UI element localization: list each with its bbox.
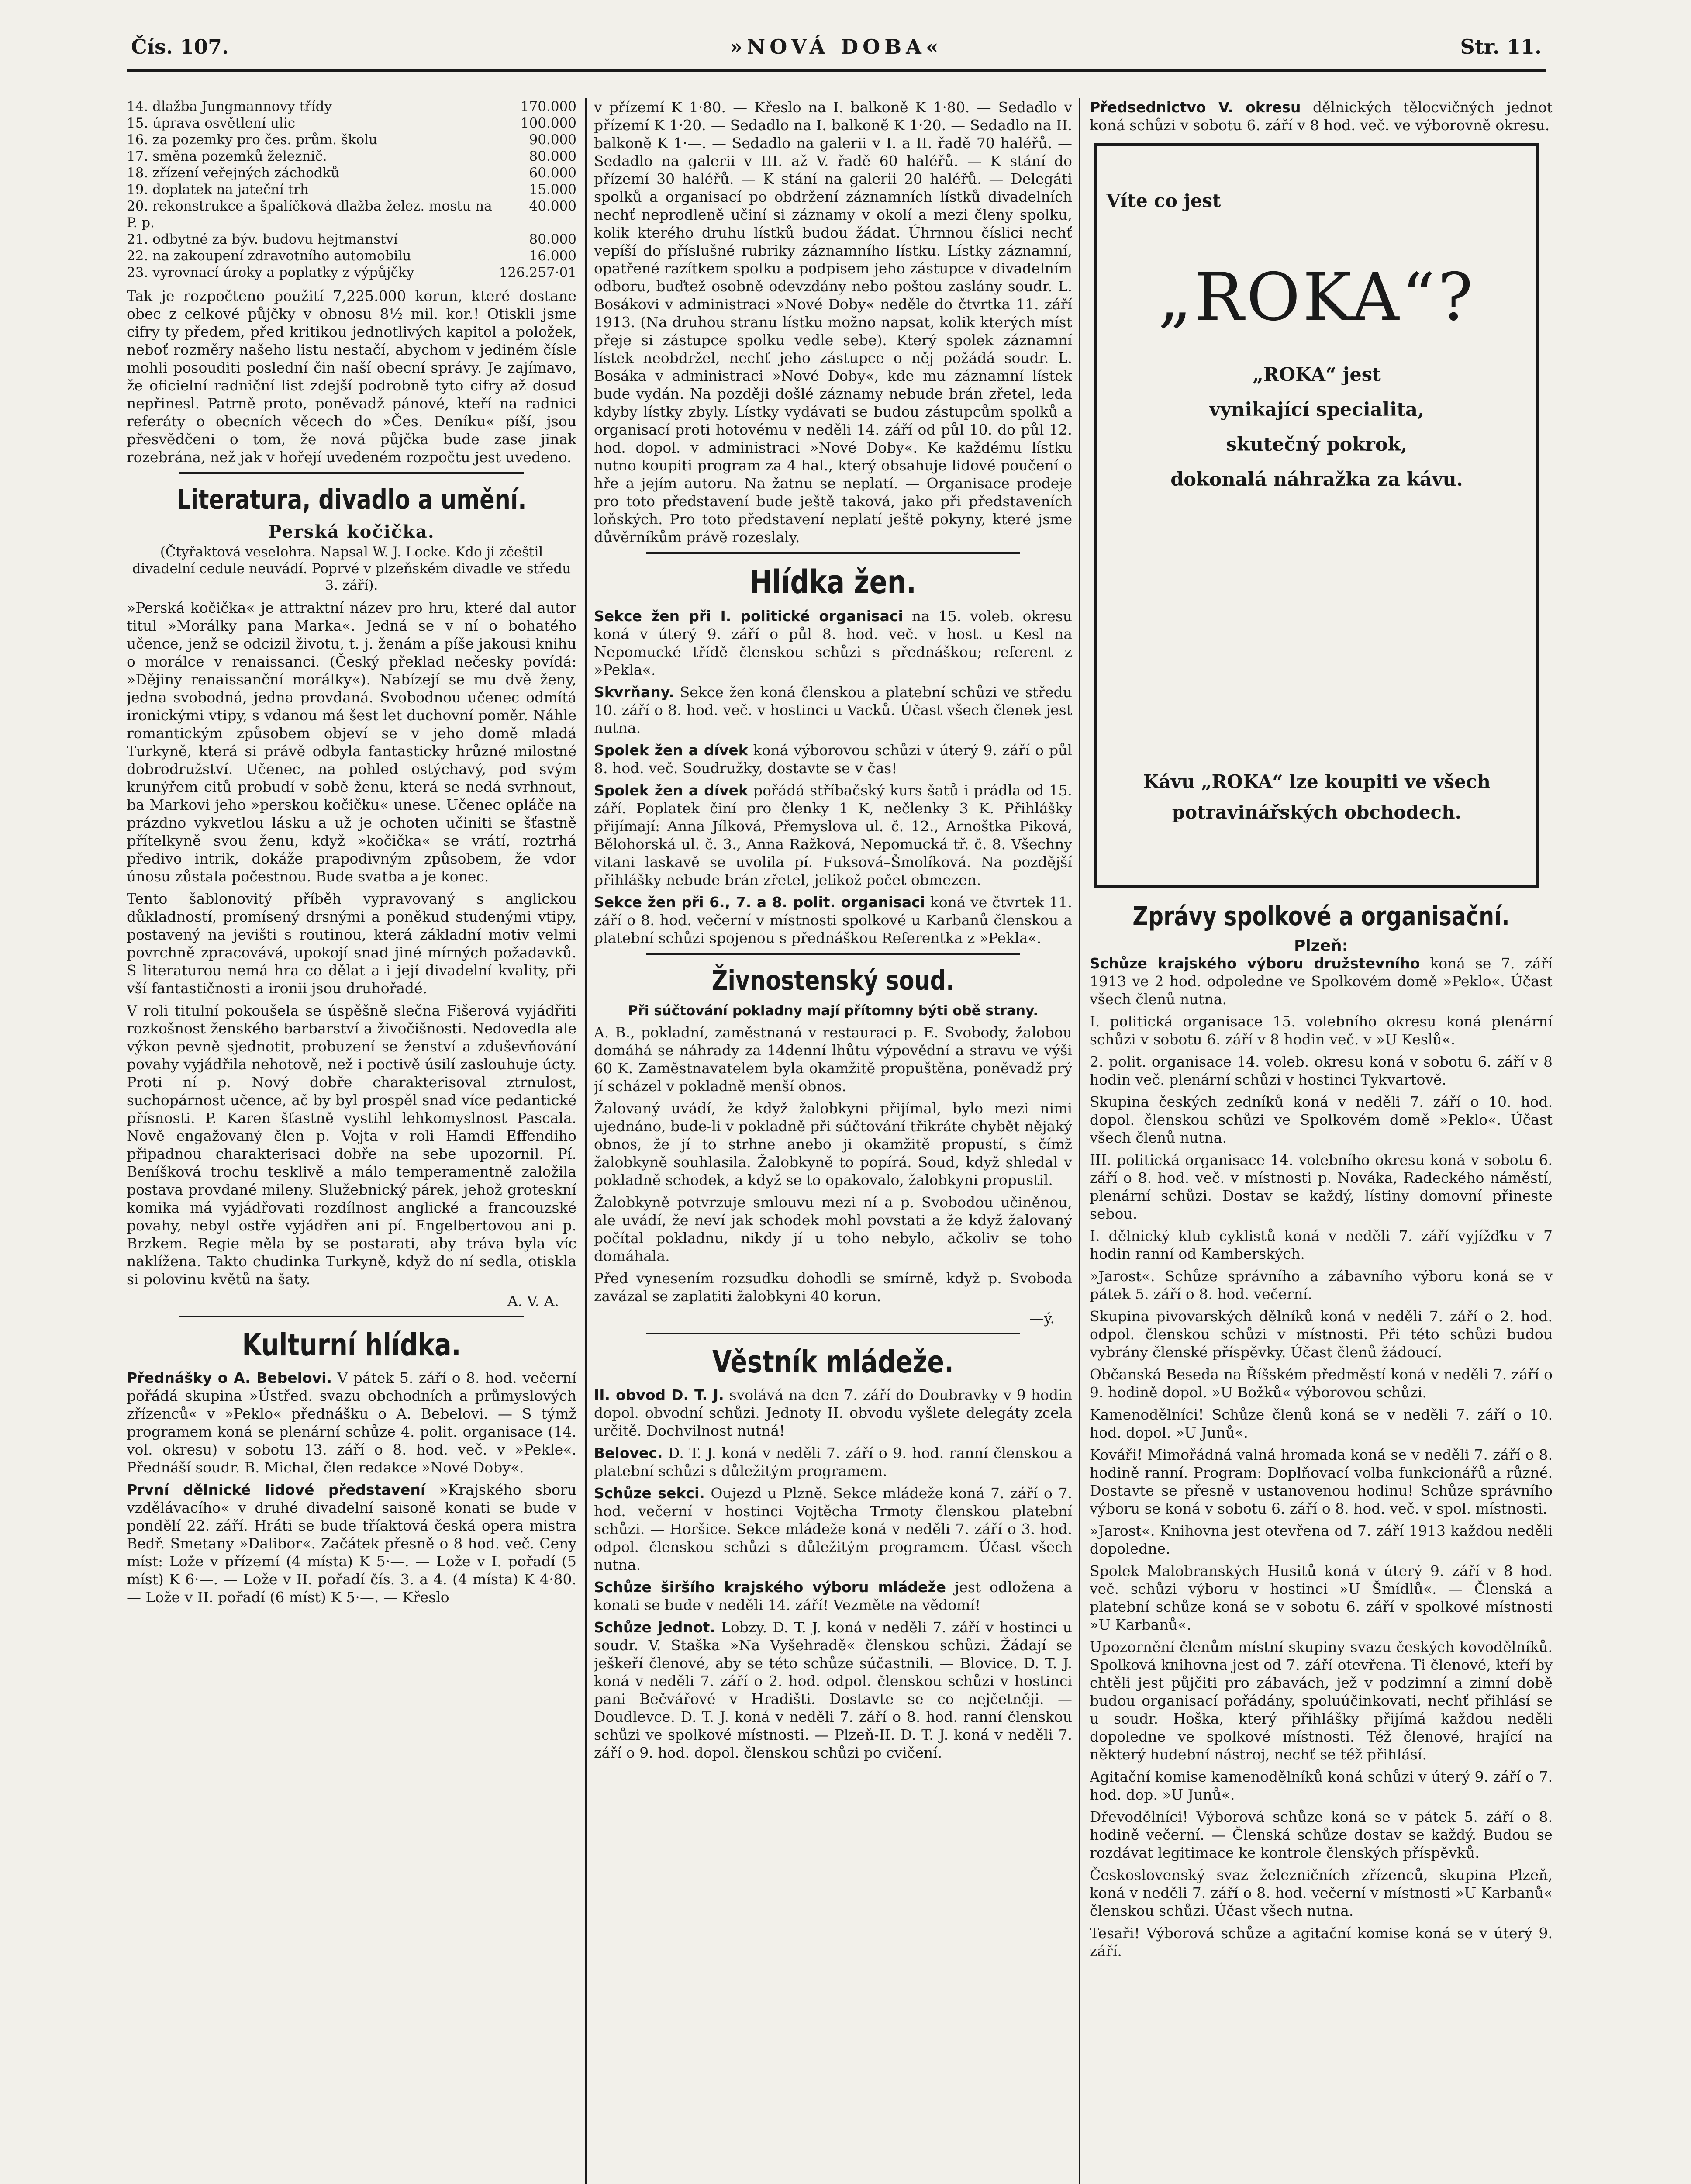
budget-item: 16. za pozemky pro čes. prům. školu xyxy=(127,132,378,148)
budget-row xyxy=(127,248,576,264)
play-review-p1: »Perská kočička« je attraktní název pro hru, které dal autor titul »Morálky pana Marka«. Jedná se v ní o bohatého učence, jenž se odcizil životu, t. j. ženám a píše jakousi knihu o morálce v renaissanci. (Český překlad nečesky povídá: »Dějiny renaissanční morálky«). Nabízejí se mu dvě ženy, jedna svobodná, jedna provdaná. Svobodnou učenec odmítá ironickými vtipy, s vdanou má šest let duchovní poměr. Náhle romantickým způsobem objeví se v jeho domě mladá Turkyně, která si právě odbyla fantasticky hrůzné milostné dobrodružství. Učenec, na pohled ostýchavý, pod svým krunýřem citů probudí v sobě ženu, která se nedá svrhnout, ba Markovi jeho »perskou kočičku« unese. Učenec opláče na prázdno vykvetlou lásku a už je ochoten učiniti se šťastně přítelkyně svou ženu, když »kočička« se vrátí, roztrhá předivo intrik, dokáže prapodivným způsobem, že vdor únosu zůstala počestnou. Bude svatba a je konec. xyxy=(127,599,576,885)
notice-text: koná ve čtvrtek 11. září o 8. hod. večerní v místnosti spolkové u Karbanů členskou a platební schůzi spojenou s přednáškou Referentka z »Pekla«. xyxy=(594,894,1072,947)
budget-row xyxy=(127,231,576,248)
column-2 xyxy=(594,98,1072,2184)
notice-lead: Spolek žen a dívek xyxy=(594,782,748,799)
roka-advertisement xyxy=(1094,143,1539,888)
notice-text: I. politická organisace 15. volebního okresu koná plenární schůzi v sobotu 6. září v 8 hodin več. v »U Keslů«. xyxy=(1090,1013,1553,1048)
budget-commentary: Tak je rozpočteno použití 7,225.000 korun, které dostane obec z celkové půjčky v obnosu 8½ mil. kor.! Otiskli jsme cifry ty předem, před kritikou jednotlivých kapitol a položek, neboť rozměry našeho listu nestačí, abychom v jediném čísle mohli posouditi poslední čin naší obecní správy. Je zajímavo, že oficielní radniční list zdejší podrobně tyto cifry až dosud nepřinesl. Patrně proto, poněvadž pánové, kteří na radnici referáty o obecních věcech do »Čes. Deníku« píší, jsou přesvědčeni o tom, že nová půjčka bude zase jinak rozebrána, než jak v hořejí uvedeném rozpočtu jest uvedeno. xyxy=(127,287,576,466)
column-1 xyxy=(127,98,576,2184)
notice-text: Tesaři! Výborová schůze a agitační komise koná se v úterý 9. září. xyxy=(1090,1925,1553,1959)
page-number: Str. 11. xyxy=(1460,35,1542,59)
notice-text: Kamenodělníci! Schůze členů koná se v neděli 7. září o 10. hod. dopol. »U Junů«. xyxy=(1090,1406,1553,1441)
notice-item xyxy=(1090,1307,1553,1361)
theatre-continued: v přízemí K 1·80. — Křeslo na I. balkoně K 1·80. — Sedadlo v přízemí K 1·20. — Sedadlo na I. balkoně K 1·20. — Sedadlo na II. balkoně K 1·—. — Sedadlo na galerii v I. a II. řadě 70 haléřů. — Sedadlo na galerii v III. až V. řadě 60 haléřů. — K stání do přízemí 30 haléřů. — K stání na galerii 20 haléřů. — Delegáti spolků a organisací po obdržení záznamních lístků divadelních nechť neprodleně učiní si záznamy v okolí a mezi členy spolku, kolik kterého druhu lístků budou žádat. Úhrnnou číslici nechť vepíší do příslušné rubriky záznamního lístku. Lístky záznamní, opatřené razítkem spolku a podpisem jeho zástupce v divadelním odboru, buďtež osobně odevzdány nebo poštou zaslány soudr. L. Bosákovi v administraci »Nové Doby« neděle do čtvrtka 11. září 1913. (Na druhou stranu lístku možno napsat, kolik kterých míst přeje si zástupce spolku vedle sebe). Který spolek záznamní lístek neobdržel, nechť jeho zástupce o něj požádá soudr. L. Bosáka v administraci »Nové Doby«, kde mu záznamní lístek bude vydán. Na později došlé záznamy nebude brán zřetel, leda kdyby lístky zbyly. Lístky vydávati se budou zástupcům spolků a organisací proti hotovému v neděli 14. září od půl 10. do půl 12. hod. dopol. v administraci »Nové Doby«. Ke každému lístku nutno koupiti program za 4 hal., který obsahuje lidové poučení o hře a jejím autoru. Na žatnu se neplatí. — Organisace prodeje pro toto představení bude ještě taková, jako při představeních loňských. Pro toto představení neplatí ještě pokyny, které jsme důvěrníkům právě rozeslaly. xyxy=(594,99,1072,546)
play-review-p2: Tento šablonovitý příběh vypravovaný s anglickou důkladností, promísený drsnými a poněkud studenými vtipy, postavený na jevišti s routinou, která základní motiv velmi povrchně zpracovává, upokojí snad jiné mírných požadavků. S literaturou nemá hra co dělat a i její divadelní kvality, při vší fantastičnosti a ironii jsou druhořadé. xyxy=(127,890,576,997)
ad-footer xyxy=(1097,767,1536,828)
budget-amount: 16.000 xyxy=(529,248,576,264)
section-separator xyxy=(646,1333,1020,1334)
notice-item xyxy=(1090,1808,1553,1862)
budget-amount: 15.000 xyxy=(529,182,576,197)
budget-table xyxy=(127,98,576,281)
lecture-text: V pátek 5. září o 8. hod. večerní pořádá skupina »Ústřed. svazu obchodních a průmyslových zřízenců« v »Peklo« přednášku o A. Bebelovi. — S týmž programem koná se plenární schůze 4. polit. organisace (14. vol. okresu) v sobotu 13. září o 8. hod. več. v »Pekle«. Přednáší soudr. B. Michal, člen redakce »Nové Doby«. xyxy=(127,1369,576,1476)
budget-amount: 60.000 xyxy=(529,165,576,181)
ad-brand: „ROKA“? xyxy=(1158,259,1476,335)
budget-row xyxy=(127,115,576,131)
youth-heading: Věstník mládeže. xyxy=(712,1344,954,1380)
theatre-lead: První dělnické lidové představení xyxy=(127,1481,426,1498)
notice-lead: Belovec. xyxy=(594,1444,663,1462)
ad-line: „ROKA“ jest xyxy=(1253,364,1381,386)
column-divider-1 xyxy=(585,98,587,2184)
notice-item xyxy=(594,781,1072,889)
lecture-notice xyxy=(127,1369,576,1476)
notice-item xyxy=(1090,1866,1553,1920)
notice-item xyxy=(594,1484,1072,1574)
budget-item: 22. na zakoupení zdravotního automobilu xyxy=(127,248,411,264)
budget-amount: 80.000 xyxy=(529,149,576,164)
notice-text: Dřevodělníci! Výborová schůze koná se v pátek 5. září o 8. hodině večerní. — Členská schůze dostav se každý. Budou se rozdávat legitimace ke kontrole členských příspěvků. xyxy=(1090,1808,1553,1861)
budget-amount: 80.000 xyxy=(529,232,576,247)
trade-court-p3: Žalobkyně potvrzuje smlouvu mezi ní a p. Svobodou učiněnou, ale uvádí, že neví jak schodek mohl povstati a že když žalovaný počítal pokladnu, nikdy jí u toho nebylo, ačkoliv se toho domáhala. xyxy=(594,1194,1072,1265)
section-separator xyxy=(646,953,1020,955)
section-separator xyxy=(179,472,524,474)
notice-text: Oujezd u Plzně. Sekce mládeže koná 7. září o 7. hod. večerní v hostinci Vojtěcha Trmoty členskou platební schůzi. — Horšice. Sekce mládeže koná v neděli 7. září o 3. hod. odpol. členskou schůzi s důležitým programem. Účast všech nutna. xyxy=(594,1485,1072,1573)
notice-text: »Jarost«. Knihovna jest otevřena od 7. září 1913 každou neděli dopoledne. xyxy=(1090,1522,1553,1557)
notice-item xyxy=(1090,1406,1553,1441)
trade-court-p1: A. B., pokladní, zaměstnaná v restauraci p. E. Svobody, žalobou domáhá se náhrady za 14denní lhůtu výpovědní a stravu ve výši 60 K. Zaměstnavatelem byla okamžitě propuštěna, poněvadž prý jí scházel v pokladně menší obnos. xyxy=(594,1024,1072,1095)
notice-text: Agitační komise kamenodělníků koná schůzi v úterý 9. září o 7. hod. dop. »U Junů«. xyxy=(1090,1768,1553,1803)
notice-text: jest odložena a konati se bude v neděli 14. září! Vezměte na vědomí! xyxy=(594,1579,1072,1614)
city-label: Plzeň: xyxy=(1294,937,1349,955)
notice-text: Skupina českých zedníků koná v neděli 7. září o 10. hod. dopol. členskou schůzi ve Spolkovém domě »Peklo«. Účast všech členů nutna. xyxy=(1090,1093,1553,1146)
ad-line: skutečný pokrok, xyxy=(1226,434,1408,456)
ad-question: Víte co jest xyxy=(1106,190,1221,211)
newspaper-title: »NOVÁ DOBA« xyxy=(730,35,943,59)
notice-lead: Schůze krajského výboru družstevního xyxy=(1090,955,1420,972)
notice-text: koná se 7. září 1913 ve 2 hod. odpoledne ve Spolkovém domě »Peklo«. Účast všech členů nutna. xyxy=(1090,955,1553,1008)
notice-lead: Spolek žen a dívek xyxy=(594,742,748,759)
notice-text: I. dělnický klub cyklistů koná v neděli 7. září vyjížďku v 7 hodin ranní od Kamberských. xyxy=(1090,1227,1553,1262)
notice-item xyxy=(1090,1522,1553,1558)
budget-item: 21. odbytné za býv. budovu hejtmanství xyxy=(127,232,398,247)
notice-text: Občanská Beseda na Říšském předměstí koná v neděli 7. září o 9. hodině dopol. »U Božků« výborovou schůzi. xyxy=(1090,1366,1553,1401)
trade-court-heading: Živnostenský soud. xyxy=(711,964,955,996)
notice-text: na 15. voleb. okresu koná v úterý 9. září o půl 8. hod. več. v host. u Kesl na Nepomucké třídě členskou schůzi s přednáškou; referent z »Pekla«. xyxy=(594,608,1072,678)
notice-item xyxy=(594,1578,1072,1614)
notice-text: Upozornění členům místní skupiny svazu českých kovodělníků. Spolková knihovna jest od 7. září otevřena. Ti členové, kteří by chtěli jest půjčiti pro zábavách, jež v podzimní a zimní době budou organisací pořádány, spoluúčinkovati, nechť přihlásí se u soudr. Hoška, který přihlášky přijímá každou neděli dopoledne ve spolkové místnosti. Též členové, hrající na některý hudební nástroj, nechť se též přihlásí. xyxy=(1090,1638,1553,1763)
notice-item xyxy=(1090,1365,1553,1401)
notice-item xyxy=(1090,1151,1553,1223)
theatre-notice xyxy=(127,1481,576,1606)
notice-item xyxy=(1090,1638,1553,1763)
notice-item xyxy=(1090,1093,1553,1147)
column-divider-2 xyxy=(1079,98,1080,2184)
budget-row xyxy=(127,165,576,181)
notice-text: 2. polit. organisace 14. voleb. okresu koná v sobotu 6. září v 8 hodin več. plenární schůzi v hostinci Tykvartově. xyxy=(1090,1053,1553,1088)
notice-lead: Schůze jednot. xyxy=(594,1619,715,1636)
trade-court-subtitle: Při súčtování pokladny mají přítomny býti obě strany. xyxy=(628,1003,1039,1019)
review-signature: A. V. A. xyxy=(507,1292,559,1310)
notice-item xyxy=(1090,1267,1553,1303)
women-notices xyxy=(594,607,1072,947)
notice-item xyxy=(594,1618,1072,1762)
play-title: Perská kočička. xyxy=(268,522,435,542)
ad-line: dokonalá náhražka za kávu. xyxy=(1170,469,1463,491)
notice-item xyxy=(1090,1013,1553,1048)
notice-item xyxy=(1090,1768,1553,1804)
notice-lead: Schůze sekci. xyxy=(594,1485,705,1502)
trade-court-signature: —ý. xyxy=(1029,1310,1055,1327)
notice-item xyxy=(594,893,1072,947)
notice-text: Skupina pivovarských dělníků koná v neděli 7. září o 2. hod. odpol. členskou schůzi v místnosti. Při této schůzi budou vybrány členské příspěvky. Účast členů žádoucí. xyxy=(1090,1308,1553,1361)
column-3 xyxy=(1090,98,1553,2184)
district-lead: Předsednictvo V. okresu xyxy=(1090,99,1301,116)
notice-item xyxy=(1090,1446,1553,1517)
notice-lead: Sekce žen při 6., 7. a 8. polit. organisaci xyxy=(594,894,925,911)
youth-notices xyxy=(594,1386,1072,1762)
play-subtitle: (Čtyřaktová veselohra. Napsal W. J. Locke. Kdo ji zčeštil divadelní cedule neuvádí. Poprvé v plzeňském divadle ve středu 3. září). xyxy=(132,544,571,593)
notice-text: »Jarost«. Schůze správního a zábavního výboru koná se v pátek 5. září o 8. hod. večerní. xyxy=(1090,1268,1553,1303)
ad-line: vynikající specialita, xyxy=(1209,399,1424,421)
page-header xyxy=(131,35,1542,66)
trade-court-p2: Žalovaný uvádí, že když žalobkyni přijímal, bylo mezi nimi ujednáno, bude-li v pokladně při súčtování třikráte chybět nějaký obnos, že jí to strhne anebo ji okamžitě propustí, s čímž žalobkyně souhlasila. Žalobkyně to popírá. Soud, když shledal v pokladně schodek, a když se to opakovalo, žalobkyni propustil. xyxy=(594,1100,1072,1189)
notice-text: D. T. J. koná v neděli 7. září o 9. hod. ranní členskou a platební schůzi s důležitým programem. xyxy=(594,1444,1072,1479)
notice-text: Československý svaz železničních zřízenců, skupina Plzeň, koná v neděli 7. září o 8. hod. večerní v místnosti »U Karbanů« členskou schůzi. Účast všech nutna. xyxy=(1090,1866,1553,1919)
notice-text: Sekce žen koná členskou a platební schůzi ve středu 10. září o 8. hod. več. v hostinci u Vacků. Účast všech členek jest nutna. xyxy=(594,684,1072,736)
section-separator xyxy=(179,1316,524,1317)
issue-number: Čís. 107. xyxy=(131,35,229,59)
trade-court-p4: Před vynesením rozsudku dohodli se smírně, když p. Svoboda zavázal se zaplatiti žalobkyni 40 korun. xyxy=(594,1270,1072,1305)
budget-amount: 170.000 xyxy=(520,99,576,114)
notice-text: svolává na den 7. září do Doubravky v 9 hodin dopol. obvodní schůzi. Jednoty II. obvodu vyšlete delegáty zcela určitě. Dochvilnost nutná! xyxy=(594,1386,1072,1439)
budget-amount: 40.000 xyxy=(529,198,576,214)
notice-item xyxy=(1090,1924,1553,1960)
theatre-text: »Krajského sboru vzdělávacího« v druhé divadelní saisoně konati se bude v pondělí 22. září. Hráti se bude tříaktová česká opera mistra Bedř. Smetany »Dalibor«. Začátek přesně o 8 hod. več. Ceny míst: Lože v přízemí (4 místa) K 5·—. — Lože v I. pořadí (5 míst) K 6·—. — Lože v II. pořadí čís. 3. a 4. (4 místa) K 4·80. — Lože v II. pořadí (6 míst) K 5·—. — Křeslo xyxy=(127,1481,576,1606)
notice-lead: Schůze širšího krajského výboru mládeže xyxy=(594,1579,946,1596)
budget-item: 23. vyrovnací úroky a poplatky z výpůjčky xyxy=(127,265,414,280)
budget-item: 19. doplatek na jateční trh xyxy=(127,182,309,197)
women-heading: Hlídka žen. xyxy=(750,563,916,601)
district-text: dělnických tělocvičných jednot koná schůzi v sobotu 6. září v 8 hod. več. ve výborovně okresu. xyxy=(1090,99,1553,134)
budget-row xyxy=(127,148,576,165)
notice-item xyxy=(594,1444,1072,1480)
budget-row xyxy=(127,131,576,148)
notice-lead: Skvrňany. xyxy=(594,684,674,701)
budget-item: 15. úprava osvětlení ulic xyxy=(127,115,296,131)
notice-item xyxy=(1090,1562,1553,1634)
ad-description xyxy=(1097,357,1536,497)
associations-heading: Zprávy spolkové a organisační. xyxy=(1132,901,1510,932)
budget-amount: 126.257·01 xyxy=(499,265,576,280)
notice-lead: Sekce žen při I. politické organisaci xyxy=(594,608,903,625)
notice-item xyxy=(594,1386,1072,1440)
notice-text: pořádá stříbačský kurs šatů i prádla od 15. září. Poplatek činí pro členky 1 K, nečlenky 3 K. Přihlášky přijímají: Anna Jílková, Přemyslova ul. č. 12., Arnoštka Piková, Bělohorská ul. č. 3., Anna Ražková, Nepomucká tř. č. 8. Všechny vitani laskavě se uvolila pí. Fuksová–Šmolíková. Na pozdější přihlášky nebude brán zřetel, jelikož počet obmezen. xyxy=(594,782,1072,888)
budget-row xyxy=(127,98,576,115)
association-notices xyxy=(1090,954,1553,1960)
notice-item xyxy=(1090,1053,1553,1089)
play-review-p3: V roli titulní pokoušela se úspěšně slečna Fišerová vyjádřiti rozkošnost ženského barbarství a živočišnosti. Nedovedla ale výkon pevně sjednotit, probuzení se ženství a zduševňování povahy vyjádřila nehotově, než i poctivě úsilí zaslouhuje úcty. Proti ní p. Nový dobře charakterisoval ztrnulost, suchopárnost učence, ač by byl prospěl snad více pedantické přísnosti. P. Karen šťastně vystihl lehkomyslnost Pascala. Nově engažovaný člen p. Vojta v roli Hamdi Effendiho připadnou charakterisaci dobře na sebe upozornil. Pí. Beníšková trochu tesklivě a málo temperamentně založila postava provdané mileny. Služebnický párek, jehož groteskní komika má vyjádřovati rozdílnost anglické a francouzské povahy, nebyl ostře vyjádřen ani pí. Engelbertovou ani p. Brzkem. Regie měla by se postarati, aby tráva byla víc naklížena. Takto chudinka Turkyně, když do ní sedla, otiskla si polovinu květů na šaty. xyxy=(127,1002,576,1288)
budget-item: 17. směna pozemků železnič. xyxy=(127,149,327,164)
culture-heading: Kulturní hlídka. xyxy=(242,1327,461,1363)
notice-text: koná výborovou schůzi v úterý 9. září o půl 8. hod. več. Soudružky, dostavte se v čas! xyxy=(594,742,1072,777)
lecture-lead: Přednášky o A. Bebelovi. xyxy=(127,1369,332,1386)
budget-item: 20. rekonstrukce a špalíčková dlažba želez. mostu na P. p. xyxy=(127,198,492,231)
budget-row xyxy=(127,181,576,198)
notice-item xyxy=(594,683,1072,737)
notice-text: Kováři! Mimořádná valná hromada koná se v neděli 7. září o 8. hodině ranní. Program: Doplňovací volba funkcionářů a různé. Dostavte se přesně v ustanovenou hodinu! Schůze správního výboru se koná v sobotu 6. září o 8. hod. več. v spol. místnosti. xyxy=(1090,1446,1553,1517)
ad-footer-line: Kávu „ROKA“ lze koupiti ve všech xyxy=(1143,771,1491,792)
notice-item xyxy=(1090,954,1553,1008)
district-notice xyxy=(1090,98,1553,134)
budget-row xyxy=(127,198,576,231)
budget-amount: 100.000 xyxy=(520,115,576,131)
budget-amount: 90.000 xyxy=(529,132,576,148)
notice-text: Spolek Malobranských Husitů koná v úterý 9. září v 8 hod. več. schůzi výboru v hostinci »U Šmídlů«. — Členská a platební schůze koná se v sobotu 6. září v spolkové místnosti »U Karbanů«. xyxy=(1090,1562,1553,1633)
budget-item: 18. zřízení veřejných záchodků xyxy=(127,165,340,181)
notice-lead: II. obvod D. T. J. xyxy=(594,1386,724,1403)
notice-text: III. politická organisace 14. volebního okresu koná v sobotu 6. září o 8. hod. več. v místnosti p. Nováka, Radeckého náměstí, plenární schůzi. Dostav se každý, lístiny domovní přineste sebou. xyxy=(1090,1151,1553,1222)
section-separator xyxy=(646,552,1020,554)
notice-item xyxy=(1090,1227,1553,1263)
literature-heading: Literatura, divadlo a umění. xyxy=(176,484,527,515)
notice-item xyxy=(594,607,1072,679)
notice-text: Lobzy. D. T. J. koná v neděli 7. září v hostinci u soudr. V. Staška »Na Vyšehradě« členskou schůzi. Žádají se ješkeří členové, aby se této schůze súčastnili. — Blovice. D. T. J. koná v neděli 7. září o 2. hod. odpol. členskou schůzi v hostinci pani Bečvářové v Hradišti. Dostavte se co nejčetněji. — Doudlevce. D. T. J. koná v neděli 7. září o 8. hod. ranní členskou schůzi ve spolkové místnosti. — Plzeň-II. D. T. J. koná v neděli 7. září o 9. hod. dopol. členskou schůzi po cvičení. xyxy=(594,1619,1072,1761)
notice-item xyxy=(594,741,1072,777)
header-rule xyxy=(127,69,1546,72)
budget-row xyxy=(127,264,576,281)
ad-footer-line: potravinářských obchodech. xyxy=(1172,802,1462,823)
budget-item: 14. dlažba Jungmannovy třídy xyxy=(127,99,332,114)
